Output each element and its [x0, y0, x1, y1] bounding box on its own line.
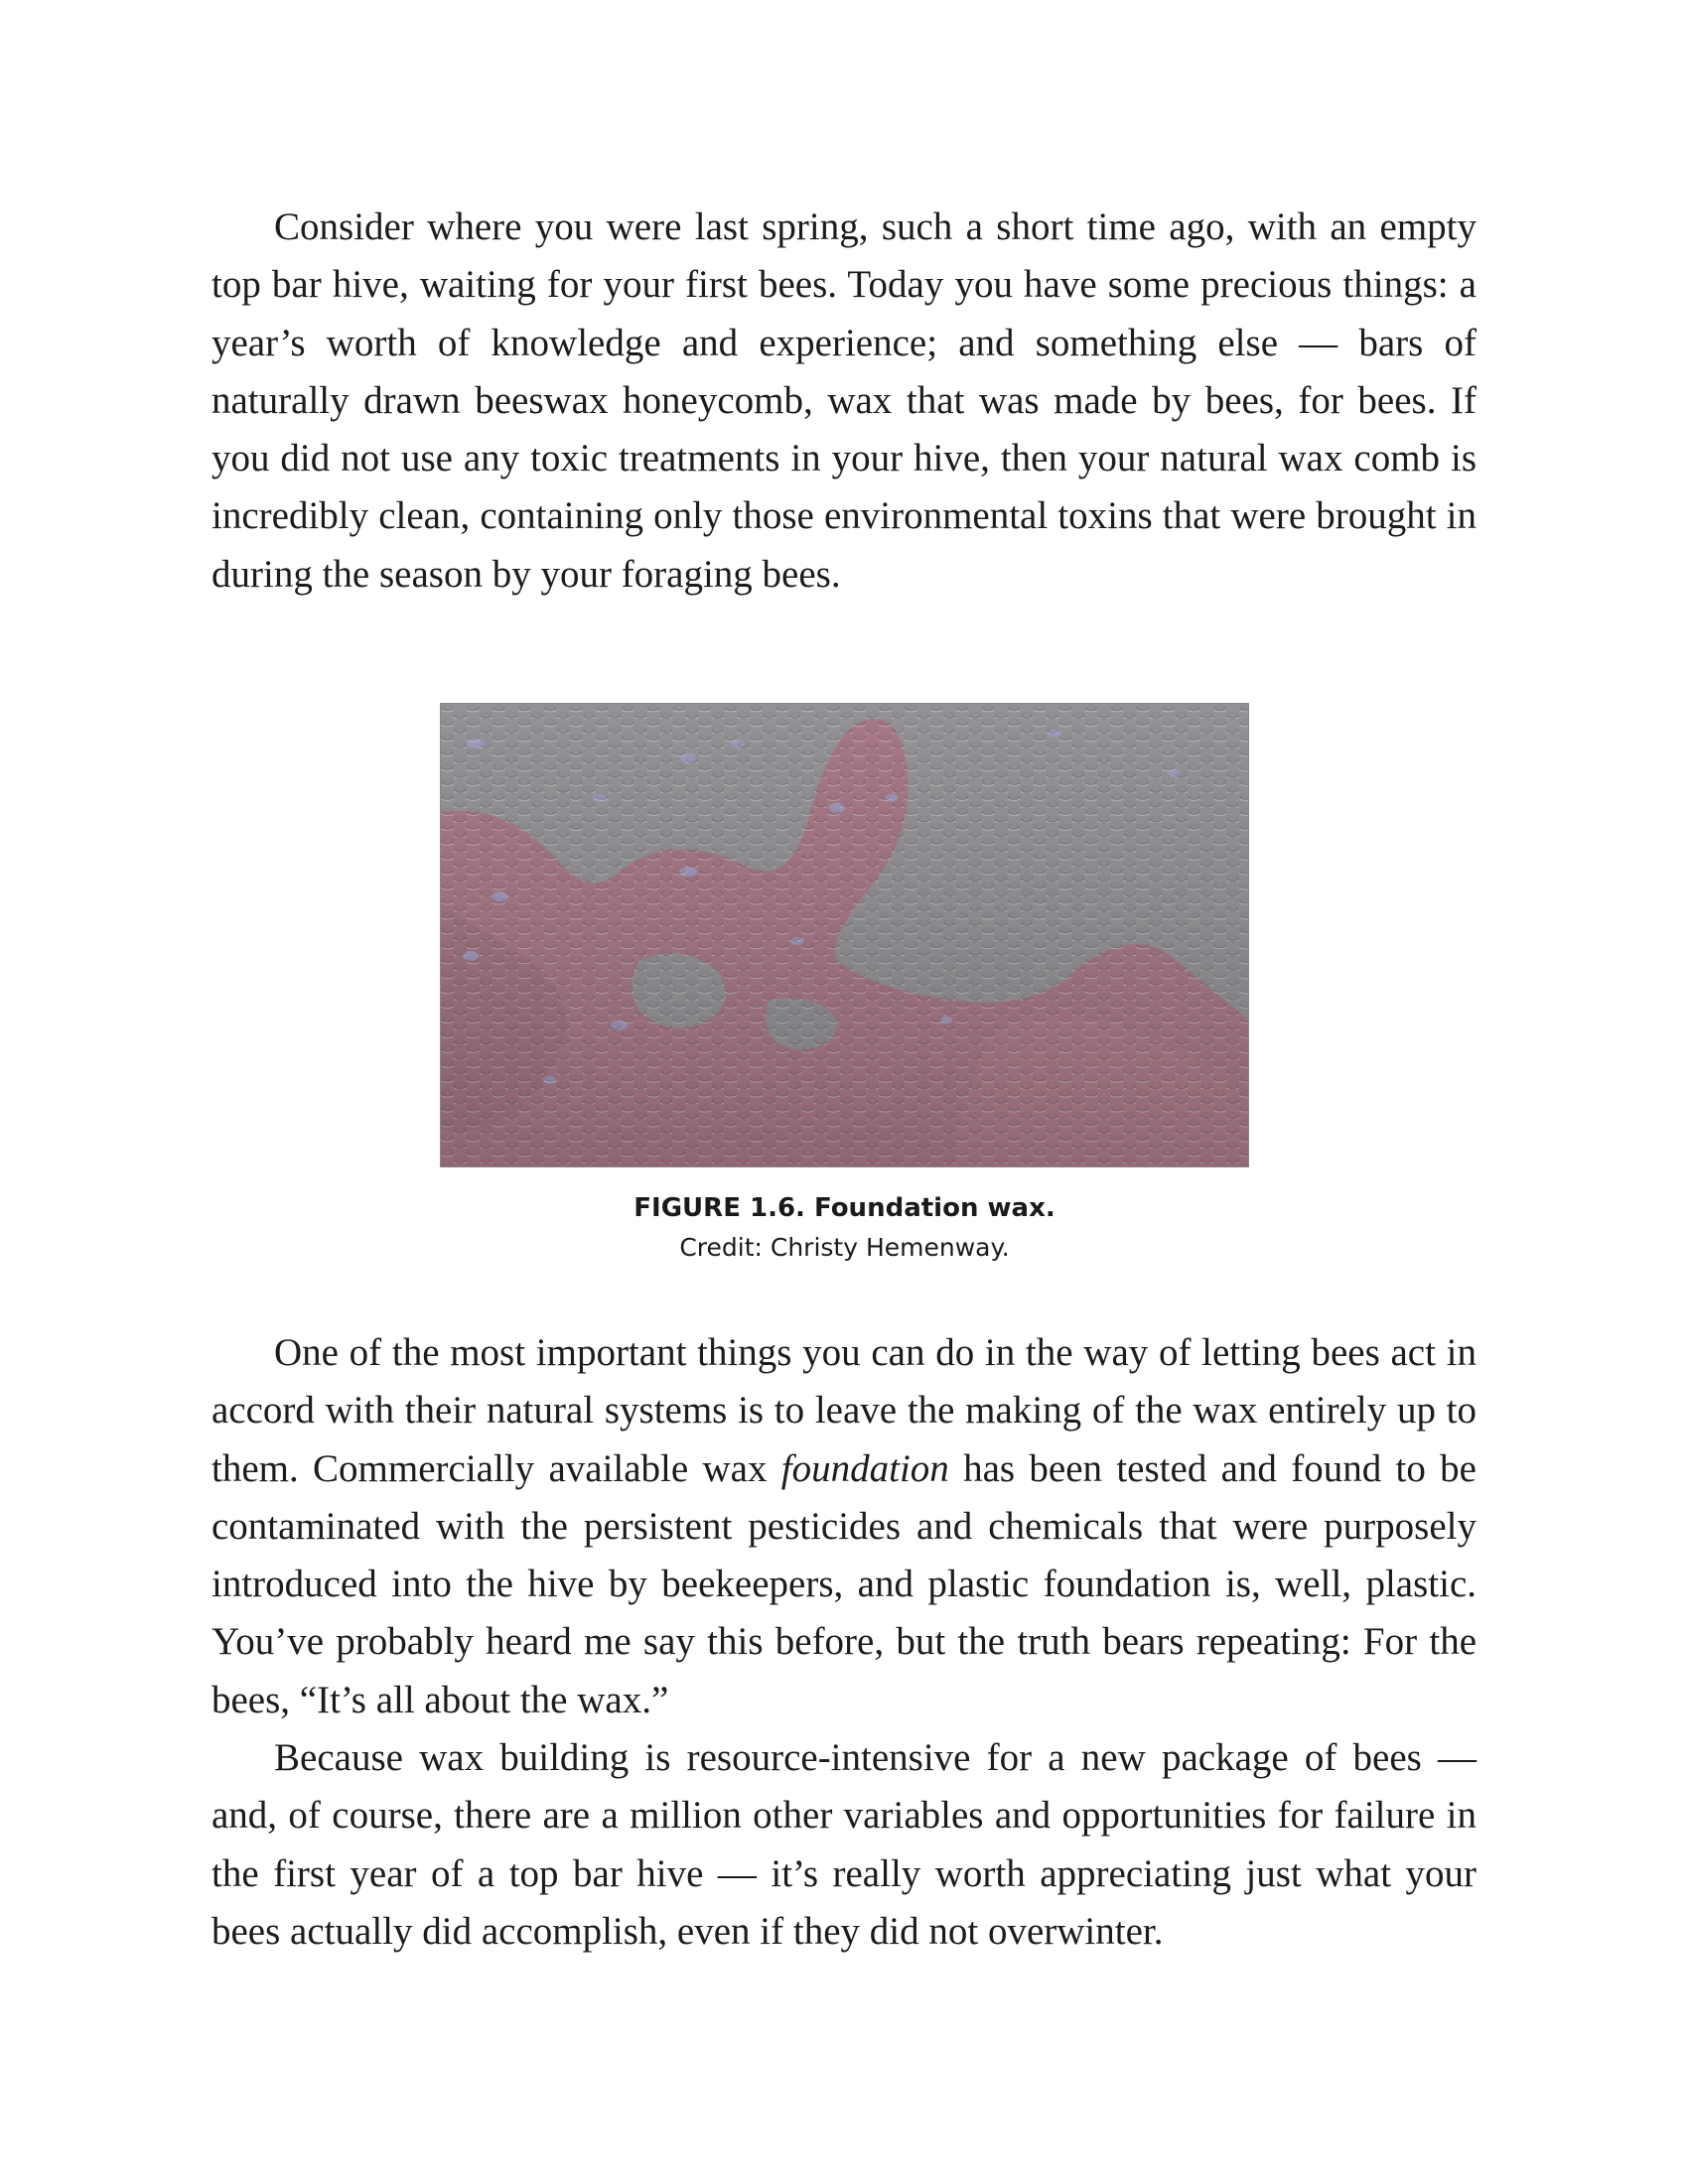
body-paragraph: Because wax building is resource-intensive for a new package of bees — and, of course, there are a million other variables and opportunities for failure in the first year of a top bar hive — it’s really worth appreciating just what your bees actually did accomplish, even if they did not overwinter.: [211, 1736, 1477, 1953]
paragraph-text: has been tested and found to be contaminated with the persistent pesticides and chemicals that were purposely introduced into the hive by beekeepers, and plastic foundation is, well, plastic. You’ve probably heard me say this before, but the truth bears repeating: For the bees, “It’s all about the wax.”: [211, 1446, 1477, 1721]
emphasized-term: foundation: [780, 1446, 949, 1490]
figure: [440, 703, 1249, 1265]
figure-caption-credit: Credit: Christy Hemenway.: [679, 1233, 1010, 1262]
body-text-lower: [211, 1324, 1477, 1961]
figure-caption-title: FIGURE 1.6. Foundation wax.: [633, 1193, 1055, 1223]
body-paragraph: Consider where you were last spring, such a short time ago, with an empty top bar hive, waiting for your first bees. Today you have some precious things: a year’s worth of knowledge and experience; and something else — bars of naturally drawn beeswax honeycomb, wax that was made by bees, for bees. If you did not use any toxic treatments in your hive, then your natural wax comb is incredibly clean, containing only those environmental toxins that were brought in during the season by your foraging bees.: [211, 205, 1477, 596]
paragraph-text: One of the most important things you can do in the way of letting bees act in accord with their natural systems is to leave the making of the wax entirely up to them. Commercially available wax: [211, 1331, 1477, 1490]
book-page: [211, 0, 1477, 2184]
body-paragraph: [211, 1324, 1477, 1729]
foundation-wax-photo: [440, 703, 1249, 1167]
